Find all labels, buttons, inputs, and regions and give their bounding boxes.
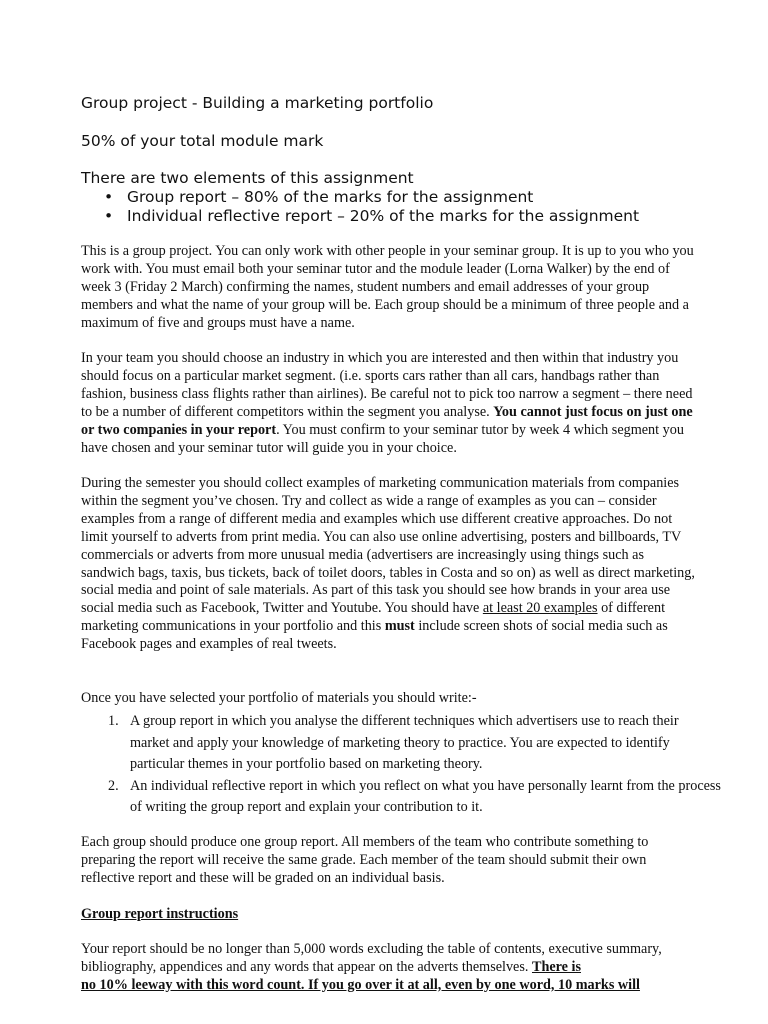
list-item [81,711,721,776]
list-item-text: Individual reflective report – 20% of the marks for the assignment [127,207,640,225]
text-run: include screen shots of social media such as Facebook pages and examples of real tweets. [81,618,668,653]
text-run: Your report should be no longer than 5,000 words excluding the table of contents, executive summary, bibliography, appendices and any words that appear on the adverts themselves. [81,941,662,975]
text-run: of different marketing communications in your portfolio and this [81,600,666,635]
elements-intro: There are two elements of this assignment [81,169,414,187]
portfolio-paragraph [81,475,699,654]
list-item [81,207,721,226]
list-item-text: A group report in which you analyse the different techniques which advertisers use to reach their market and apply your knowledge of marketing theory to practice. You are expected to identify particular themes in your portfolio based on marketing theory. [130,713,679,772]
text-run: During the semester you should collect examples of marketing communication materials from companies within the segment you’ve chosen. Try and collect as wide a range of examples as you can – consider examples from a range of different media and examples which use different creative approaches. Do not limit yourself to adverts from print media. You can also use online advertising, posters and billboards, TV commercials or adverts from more unusual media (advertisers are increasingly using things such as sandwich bags, taxis, bus tickets, back of toilet doors, tables in Costa and so on) as well as direct marketing, social media and point of sale materials. As part of this task you should see how brands in your area use social media such as Facebook, Twitter and Youtube. You should have [81,475,695,617]
list-item-text: An individual reflective report in which you reflect on what you have personally learnt from the process of writing the group report and explain your contribution to it. [130,777,721,815]
section-heading: Group report instructions [81,906,239,922]
write-items-list [81,711,721,819]
emphasis-text: must [384,618,415,635]
list-number: 2. [108,777,119,794]
emphasis-text: You cannot just focus on just one or two companies in your report [81,403,693,438]
assignment-elements-list [81,188,721,226]
write-list-intro: Once you have selected your portfolio of materials you should write:- [81,690,477,706]
module-weighting: 50% of your total module mark [81,132,324,150]
text-run: . You must confirm to your seminar tutor by week 4 which segment you have chosen and your seminar tutor will guide you in your choice. [81,421,684,456]
text-run: In your team you should choose an industry in which you are interested and then within that industry you should focus on a particular market segment. (i.e. sports cars rather than all cars, handbags rather than fashion, business class flights rather than airlines). Be careful not to pick too narrow a segment – there need to be a number of different competitors within the segment you analyse. [81,350,693,420]
segment-paragraph [81,350,699,457]
warning-text: no 10% leeway with this word count. If you go over it at all, even by one word, 10 marks will [81,976,640,993]
list-item-text: Group report – 80% of the marks for the assignment [127,188,534,206]
list-item [81,188,721,207]
bullet-icon: • [104,207,114,225]
list-number: 1. [108,713,119,729]
document-title: Group project - Building a marketing portfolio [81,94,434,112]
group-project-paragraph: This is a group project. You can only work with other people in your seminar group. It is up to you who you work with. You must email both your seminar tutor and the module leader (Lorna Walker) by the end of week 3 (Friday 2 March) confirming the names, student numbers and email addresses of your group members and what the name of your group will be. Each group should be a minimum of three people and a maximum of five and groups must have a name. [81,243,694,331]
grading-paragraph: Each group should produce one group report. All members of the team who contribute something to preparing the report will receive the same grade. Each member of the team should submit their own reflective report and these will be graded on an individual basis. [81,834,649,886]
list-item [81,776,721,819]
underlined-text: at least 20 examples [482,600,598,617]
word-count-paragraph [81,941,699,995]
bullet-icon: • [104,188,114,206]
warning-text: There is [531,958,581,975]
